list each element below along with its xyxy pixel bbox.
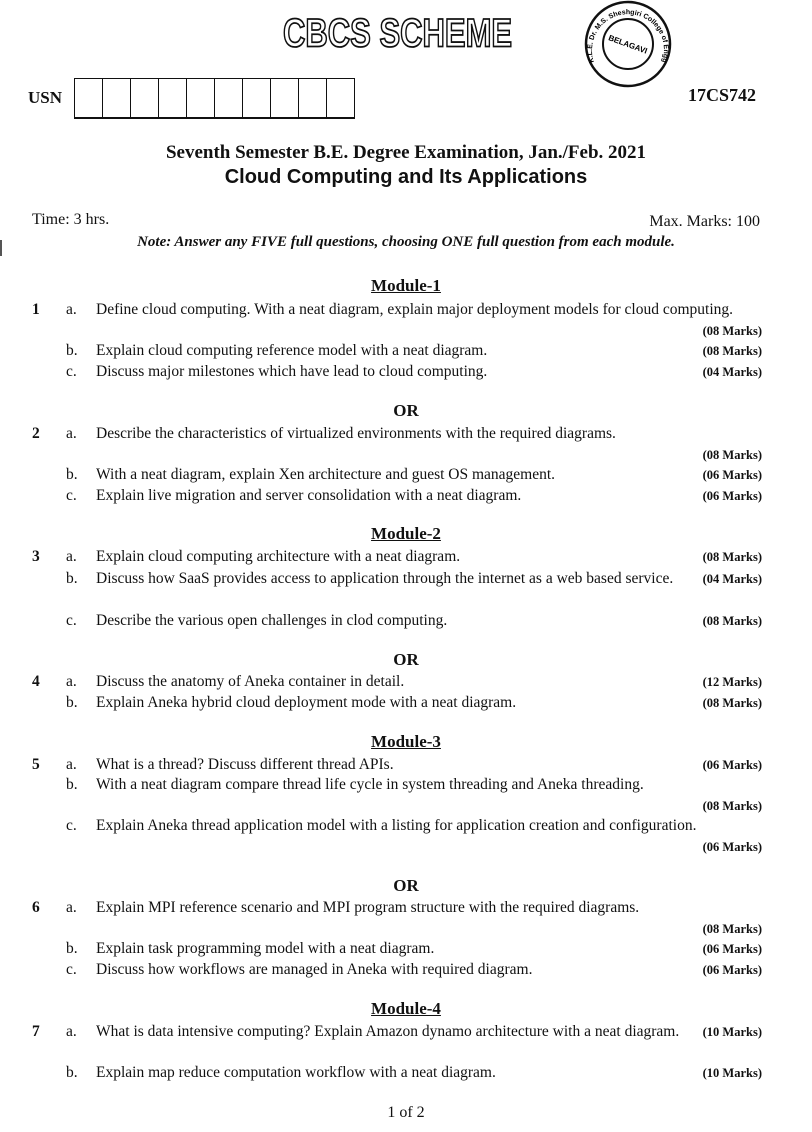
question-text [96,1022,762,1043]
marks-label: (04 Marks) [702,365,762,379]
question-number: 5 [32,755,40,773]
question-text [96,960,762,981]
heading-text: Module-3 [371,731,441,751]
marks-label: (12 Marks) [702,674,762,689]
marks-label: (08 Marks) [702,798,762,813]
or-separator [0,650,812,672]
question-text-line: With a neat diagram, explain Xen architecture and guest OS management. [96,466,556,483]
question-part [0,1063,812,1084]
question-part [0,362,812,401]
svg-text:BELAGAVI: BELAGAVI [607,33,649,56]
usn-label: USN [28,88,63,107]
question-text [96,611,762,632]
question-text-line: Explain task programming model with a neat diagram. [96,940,435,957]
question-part [0,775,812,816]
question-text-line: Explain map reduce computation workflow with a neat diagram. [96,1064,496,1081]
or-separator [0,876,812,898]
module-heading [0,999,812,1022]
question-text-line: With a neat diagram compare thread life cycle in system threading and Aneka threading. [96,776,644,793]
question-text [96,341,762,362]
scan-edge-mark [0,240,2,256]
question-text-line: Explain MPI reference scenario and MPI program structure with the required diagrams. [96,899,640,916]
marks-label: (08 Marks) [702,613,762,628]
question-text [96,939,762,960]
heading-text: OR [393,649,419,669]
question-number: 3 [32,547,40,565]
marks-label: (08 Marks) [702,344,762,358]
question-text [96,693,762,714]
question-part [0,939,812,960]
module-heading [0,524,812,547]
marks-label: (06 Marks) [702,839,762,854]
usn-box [299,79,327,117]
question-text [96,816,762,857]
usn-box [75,79,103,117]
part-letter: a. [66,755,77,773]
time-allowed: Time: 3 hrs. [32,211,110,228]
question-part [0,300,812,341]
part-letter: b. [66,466,78,483]
question-text-line: Describe the characteristics of virtualized environments with the required diagrams. [96,425,616,442]
marks-label: (08 Marks) [702,447,762,462]
heading-text: Module-2 [371,523,441,543]
question-text [96,465,762,486]
question-text-line: Explain live migration and server consolidation with a neat diagram. [96,486,522,504]
part-letter: c. [66,363,77,380]
part-letter: a. [66,301,77,318]
part-letter: c. [66,486,77,504]
question-text-line: Describe the various open challenges in clod computing. [96,611,448,629]
max-marks: Max. Marks: 100 [649,213,760,230]
marks-label: (04 Marks) [702,571,762,586]
question-part [0,486,812,524]
part-letter: a. [66,1023,77,1040]
question-part [0,465,812,486]
question-text-line: Define cloud computing. With a neat diagram, explain major deployment models for cloud [96,301,659,318]
question-text [96,898,762,939]
question-text [96,362,762,383]
usn-box [243,79,271,117]
question-part [0,898,812,939]
question-part [0,424,812,465]
question-part [0,547,812,569]
question-text [96,1063,762,1084]
question-number: 6 [32,899,40,916]
module-heading [0,276,812,300]
question-part [0,1022,812,1063]
heading-text: Module-1 [371,276,441,295]
svg-text:K.L.E. Dr. M.S. Sheshgiri Coll: K.L.E. Dr. M.S. Sheshgiri College of Engg [586,9,670,64]
part-letter: b. [66,342,78,359]
question-text-line: What is data intensive computing? Explain Amazon dynamo architecture with a neat [96,1023,621,1040]
marks-label: (08 Marks) [702,921,762,936]
marks-label: (08 Marks) [702,695,762,710]
question-part [0,816,812,876]
question-list [0,276,812,1122]
question-text-line: Explain Aneka thread application model with a listing for application creation and [96,817,606,834]
question-text-line: What is a thread? Discuss different thread APIs. [96,755,394,773]
question-part [0,672,812,693]
part-letter: b. [66,776,78,793]
marks-label: (10 Marks) [702,1025,762,1039]
heading-text: OR [393,401,419,420]
question-text [96,672,762,693]
part-letter: a. [66,899,77,916]
question-number: 2 [32,425,40,442]
question-text [96,569,762,590]
or-separator [0,401,812,424]
usn-entry-boxes [74,78,355,119]
part-letter: c. [66,817,77,834]
question-text-line: Discuss the anatomy of Aneka container in detail. [96,672,405,690]
question-part [0,341,812,362]
usn-box [271,79,299,117]
part-letter: c. [66,611,77,629]
question-text-line: service. [625,569,674,587]
question-text-line: computing. [662,301,734,318]
subject-code: 17CS742 [688,85,757,105]
heading-text: Module-4 [371,999,441,1018]
question-text-line: configuration. [609,817,697,834]
question-text-line: diagram. [624,1023,680,1040]
question-text-line: Explain cloud computing architecture with a neat diagram. [96,547,461,565]
question-number: 4 [32,672,40,690]
usn-box [159,79,187,117]
usn-box [131,79,159,117]
cbcs-scheme-logo: CBCS SCHEME [283,10,513,56]
marks-label: (06 Marks) [702,963,762,977]
part-letter: a. [66,425,77,442]
usn-box [215,79,243,117]
question-text-line: Discuss major milestones which have lead to cloud computing. [96,363,488,380]
part-letter: b. [66,693,78,711]
question-text-line: Discuss how workflows are managed in Aneka with required diagram. [96,961,533,978]
exam-title: Seventh Semester B.E. Degree Examination, Jan./Feb. 2021 [165,142,647,163]
question-text [96,547,762,568]
question-text-line: Explain cloud computing reference model with a neat diagram. [96,342,488,359]
question-text-line: Discuss how SaaS provides access to application through the internet as a web based [96,569,622,587]
marks-label: (10 Marks) [702,1066,762,1080]
module-heading [0,732,812,755]
marks-label: (06 Marks) [702,757,762,772]
question-text [96,486,762,507]
marks-label: (06 Marks) [702,488,762,503]
part-letter: b. [66,940,78,957]
part-letter: a. [66,672,77,690]
question-part [0,569,812,611]
question-text [96,755,762,776]
question-text [96,775,762,816]
usn-box [103,79,131,117]
question-part [0,611,812,650]
question-part [0,755,812,776]
marks-label: (06 Marks) [702,468,762,482]
marks-label: (08 Marks) [702,549,762,564]
part-letter: c. [66,961,77,978]
college-stamp [566,0,684,92]
question-part [0,960,812,999]
subject-title: Cloud Computing and Its Applications [224,166,588,188]
question-number: 1 [32,301,40,318]
part-letter: b. [66,569,78,587]
question-text-line: Explain Aneka hybrid cloud deployment mode with a neat diagram. [96,693,517,711]
question-part [0,693,812,732]
question-text [96,300,762,341]
page-number: 1 of 2 [387,1104,425,1121]
heading-text: OR [393,876,419,895]
usn-box [187,79,215,117]
marks-label: (08 Marks) [702,323,762,338]
question-text [96,424,762,465]
usn-box [327,79,355,117]
marks-label: (06 Marks) [702,942,762,956]
part-letter: a. [66,547,77,565]
instructions-note: Note: Answer any FIVE full questions, choosing ONE full question from each module. [137,234,675,250]
part-letter: b. [66,1064,78,1081]
question-number: 7 [32,1023,40,1040]
